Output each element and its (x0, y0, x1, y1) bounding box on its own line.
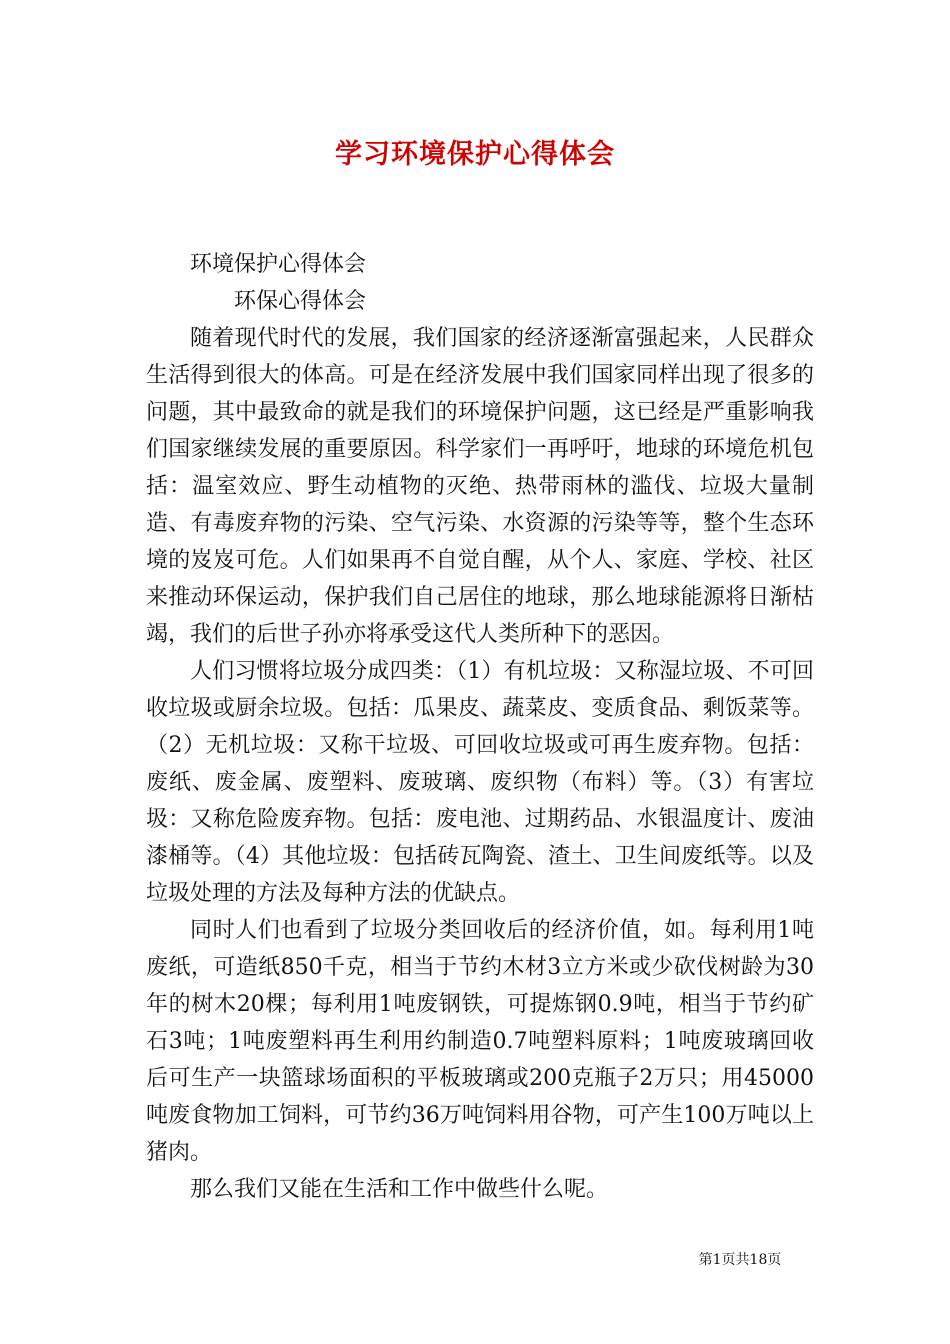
paragraph-2: 人们习惯将垃圾分成四类：（1）有机垃圾：又称湿垃圾、不可回收垃圾或厨余垃圾。包括：瓜果皮、蔬菜皮、变质食品、剩饭菜等。（2）无机垃圾：又称干垃圾、可回收垃圾或可再生废弃物。包括：废纸、废金属、废塑料、废玻璃、废织物（布料）等。（3）有害垃圾：又称危险废弃物。包括：废电池、过期药品、水银温度计、废油漆桶等。（4）其他垃圾：包括砖瓦陶瓷、渣土、卫生间废纸等。以及垃圾处理的方法及每种方法的优缺点。 (146, 659, 814, 906)
document-title: 学习环境保护心得体会 (335, 139, 615, 170)
sub-heading: 环保心得体会 (234, 289, 367, 314)
paragraph-1: 随着现代时代的发展，我们国家的经济逐渐富强起来，人民群众生活得到很大的体高。可是在经济发展中我们国家同样出现了很多的问题，其中最致命的就是我们的环境保护问题，这已经是严重影响我们国家继续发展的重要原因。科学家们一再呼吁，地球的环境危机包括：温室效应、野生动植物的灭绝、热带雨林的滥伐、垃圾大量制造、有毒废弃物的污染、空气污染、水资源的污染等等，整个生态环境的岌岌可危。人们如果再不自觉自醒，从个人、家庭、学校、社区来推动环保运动，保护我们自己居住的地球，那么地球能源将日渐枯竭，我们的后世子孙亦将承受这代人类所种下的恶因。 (146, 326, 814, 647)
document-body (146, 246, 814, 1208)
paragraph-3: 同时人们也看到了垃圾分类回收后的经济价值，如。每利用1吨废纸，可造纸850千克，相当于节约木材3立方米或少砍伐树龄为30年的树木20棵；每利用1吨废钢铁，可提炼钢0.9吨，相当于节约矿石3吨；1吨废塑料再生利用约制造0.7吨塑料原料；1吨废玻璃回收后可生产一块篮球场面积的平板玻璃或200克瓶子2万只；用45000吨废食物加工饲料，可节约36万吨饲料用谷物，可产生100万吨以上猪肉。 (146, 918, 815, 1165)
page-number: 第1页共18页 (698, 1252, 782, 1268)
section-heading: 环境保护心得体会 (190, 252, 367, 277)
paragraph-4: 那么我们又能在生活和工作中做些什么呢。 (190, 1177, 609, 1202)
